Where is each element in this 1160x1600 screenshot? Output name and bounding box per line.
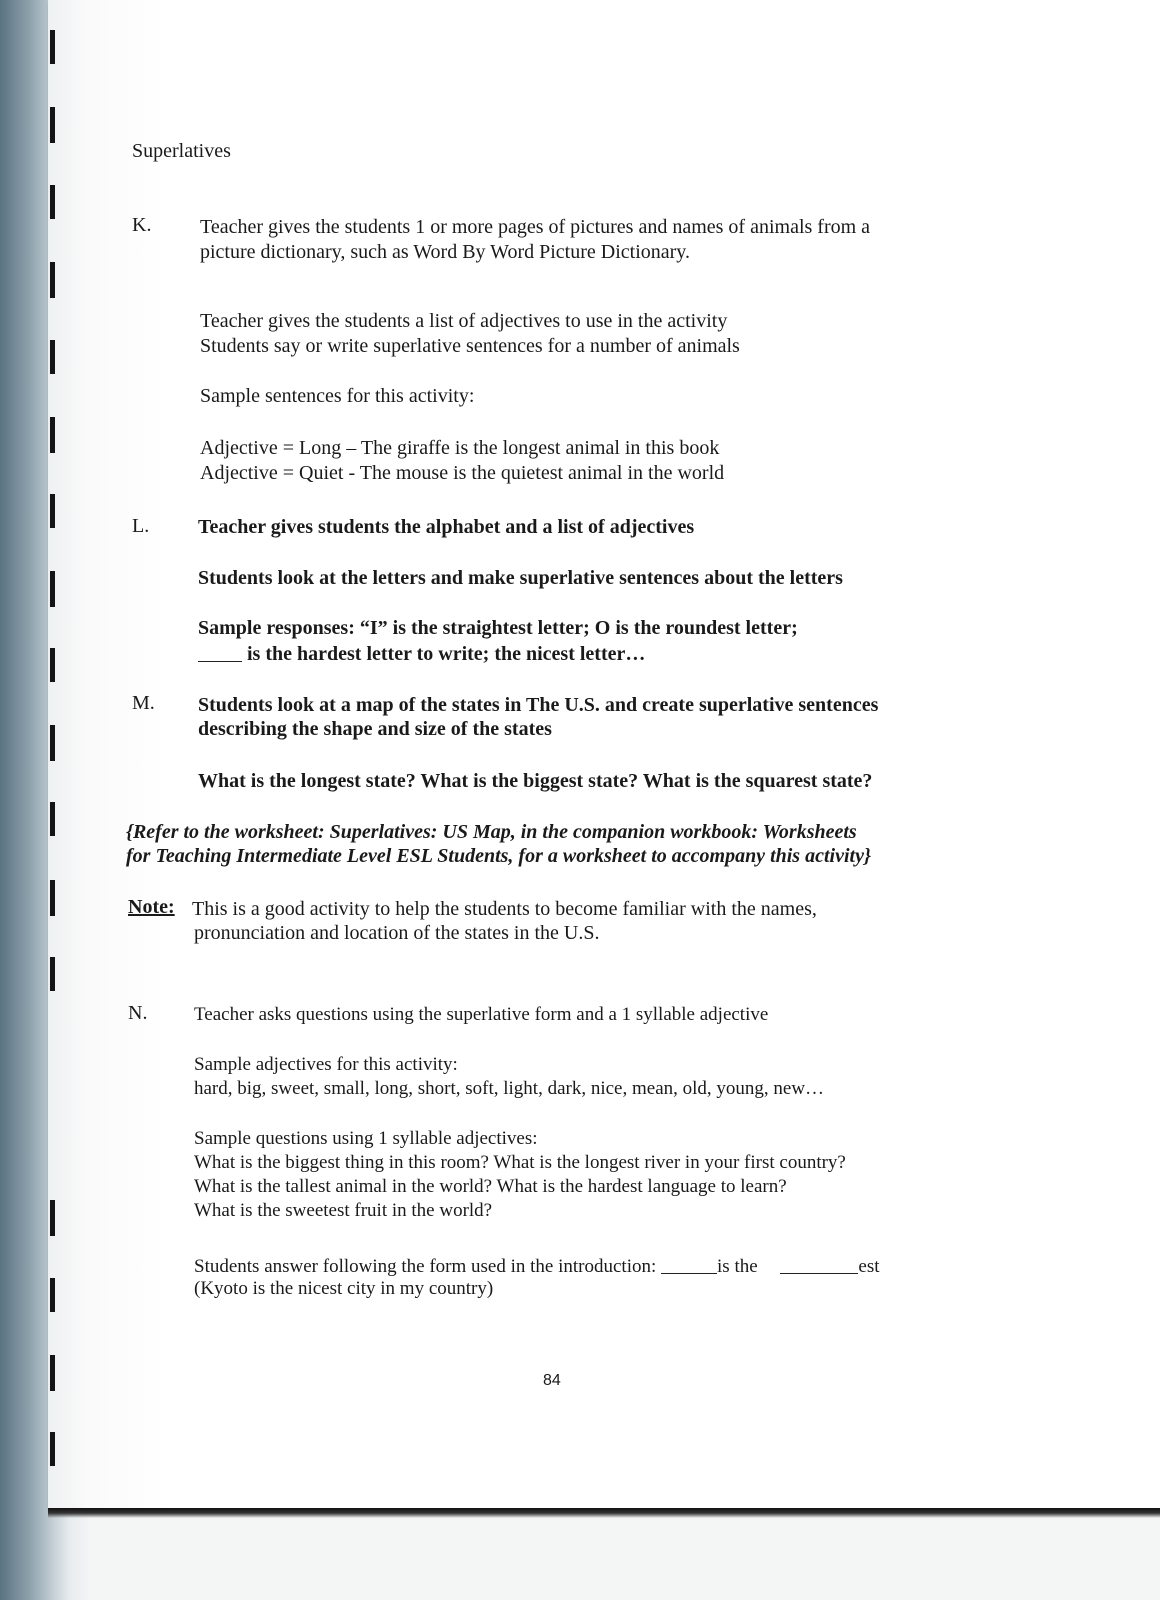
section-k-sample: Adjective = Quiet - The mouse is the quietest animal in the world (200, 462, 725, 484)
section-l-text: Teacher gives students the alphabet and a list of adjectives (198, 516, 695, 538)
page-edge-shadow (48, 1508, 1160, 1518)
note-label: Note: (128, 896, 175, 918)
binding-hole-mark (50, 880, 55, 916)
section-m-text: What is the longest state? What is the biggest state? What is the squarest state? (198, 770, 873, 792)
fill-in-blank (661, 1254, 717, 1274)
page-number: 84 (543, 1372, 561, 1389)
section-k-text: Teacher gives the students 1 or more pages of pictures and names of animals from a (200, 216, 871, 238)
binding-hole-mark (50, 1432, 55, 1466)
binding-hole-mark (50, 417, 55, 453)
section-k-text: Students say or write superlative sentences for a number of animals (200, 335, 740, 357)
binding-hole-mark (50, 1355, 55, 1391)
section-l-text: Students look at the letters and make superlative sentences about the letters (198, 567, 843, 589)
section-n-question: What is the biggest thing in this room? What is the longest river in your first country? (194, 1152, 846, 1173)
section-l-text-part: is the hardest letter to write; the nicest letter… (242, 643, 646, 665)
section-k-text: Sample sentences for this activity: (200, 385, 475, 407)
section-m-text: describing the shape and size of the states (198, 718, 552, 740)
section-k-text: picture dictionary, such as Word By Word Picture Dictionary. (200, 241, 690, 263)
section-k-sample: Adjective = Long – The giraffe is the longest animal in this book (200, 437, 720, 459)
page-title: Superlatives (132, 140, 231, 162)
section-letter-l: L. (132, 515, 150, 537)
answer-form-text: is the (717, 1256, 763, 1277)
section-letter-m: M. (132, 692, 155, 714)
section-n-answer-form (194, 1254, 880, 1278)
section-n-text: Sample questions using 1 syllable adjectives: (194, 1128, 538, 1149)
binding-hole-mark (50, 957, 55, 991)
binding-hole-mark (50, 1278, 55, 1312)
binding-hole-mark (50, 185, 55, 219)
note-text: pronunciation and location of the states in the U.S. (194, 922, 600, 944)
binding-hole-mark (50, 725, 55, 761)
section-letter-k: K. (132, 214, 152, 236)
answer-form-text: Students answer following the form used in the introduction: (194, 1256, 662, 1277)
section-n-text: Sample adjectives for this activity: (194, 1054, 458, 1075)
section-n-question: What is the sweetest fruit in the world? (194, 1200, 493, 1221)
section-n-example: (Kyoto is the nicest city in my country) (194, 1278, 494, 1299)
section-letter-n: N. (128, 1002, 148, 1024)
binding-hole-mark (50, 571, 55, 607)
fill-in-blank (780, 1254, 858, 1274)
answer-form-text: est (858, 1256, 880, 1277)
binding-hole-mark (50, 30, 55, 64)
binding-hole-mark (50, 340, 55, 374)
binding-hole-mark (50, 1200, 55, 1236)
section-n-text: hard, big, sweet, small, long, short, soft, light, dark, nice, mean, old, young, new… (194, 1078, 825, 1099)
fill-in-blank (198, 641, 242, 662)
section-l-text: Sample responses: “I” is the straightest letter; O is the roundest letter; (198, 617, 798, 639)
binding-hole-mark (50, 802, 55, 836)
section-k-text: Teacher gives the students a list of adjectives to use in the activity (200, 310, 728, 332)
note-text: This is a good activity to help the students to become familiar with the names, (192, 898, 817, 920)
binding-hole-mark (50, 648, 55, 682)
binding-hole-mark (50, 494, 55, 528)
binding-hole-mark (50, 107, 55, 143)
binding-hole-mark (50, 262, 55, 298)
section-n-question: What is the tallest animal in the world? What is the hardest language to learn? (194, 1176, 787, 1197)
section-m-text: Students look at a map of the states in The U.S. and create superlative sentences (198, 694, 879, 716)
section-n-text: Teacher asks questions using the superlative form and a 1 syllable adjective (194, 1004, 769, 1025)
worksheet-reference: {Refer to the worksheet: Superlatives: US Map, in the companion workbook: Worksheets (126, 821, 857, 843)
section-l-text (198, 641, 645, 666)
worksheet-reference: for Teaching Intermediate Level ESL Students, for a worksheet to accompany this activity} (126, 845, 871, 867)
